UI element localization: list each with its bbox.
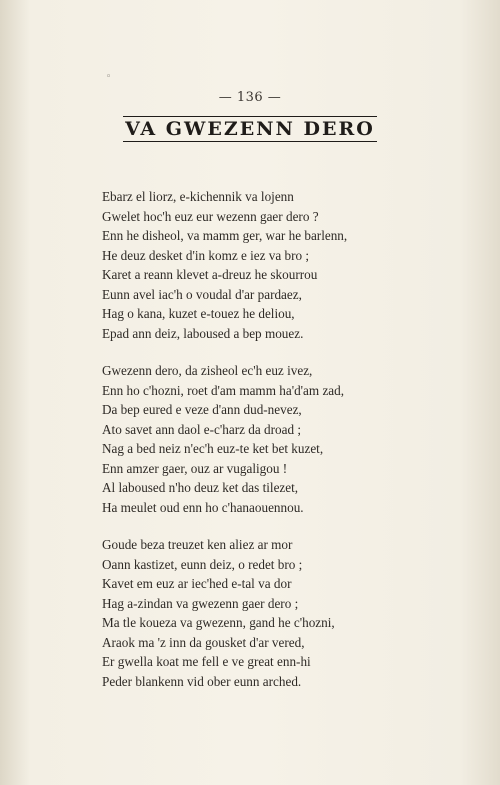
- page-number: — 136 —: [218, 90, 282, 105]
- poem-title: [0, 116, 500, 142]
- poem-line: Al laboused n'ho deuz ket das tilezet,: [102, 480, 299, 495]
- poem-line: Enn ho c'hozni, roet d'am mamm ha'd'am zad,: [102, 382, 345, 398]
- poem-line: Er gwella koat me fell e ve great enn-hi: [102, 654, 311, 669]
- stanza-1: [102, 187, 462, 343]
- poem-body: [102, 187, 462, 709]
- poem-line: Enn he disheol, va mamm ger, war he barlenn,: [102, 228, 348, 243]
- poem-line: Oann kastizet, eunn deiz, o redet bro ;: [102, 556, 303, 572]
- poem-line: Da bep eured e veze d'ann dud-nevez,: [102, 402, 302, 417]
- poem-line: Ebarz el liorz, e-kichennik va lojenn: [102, 189, 294, 204]
- poem-line: Ha meulet oud enn ho c'hanaouennou.: [102, 499, 304, 515]
- poem-line: Hag o kana, kuzet e-touez he deliou,: [102, 306, 295, 321]
- stanza-2: [102, 361, 462, 517]
- poem-line: Gwezenn dero, da zisheol ec'h euz ivez,: [102, 363, 313, 378]
- ink-speck: ◦: [106, 72, 112, 82]
- poem-line: Ato savet ann daol e-c'harz da droad ;: [102, 421, 302, 437]
- poem-line: Epad ann deiz, laboused a bep mouez.: [102, 325, 304, 341]
- poem-line: Gwelet hoc'h euz eur wezenn gaer dero ?: [102, 208, 319, 224]
- poem-line: Peder blankenn vid ober eunn arched.: [102, 673, 302, 689]
- poem-title-text: VA GWEZENN DERO: [125, 118, 375, 140]
- poem-line: Ma tle koueza va gwezenn, gand he c'hozni,: [102, 615, 335, 630]
- poem-line: Karet a reann klevet a-dreuz he skourrou: [102, 267, 318, 282]
- poem-line: Eunn avel iac'h o voudal d'ar pardaez,: [102, 286, 302, 302]
- poem-line: Kavet em euz ar iec'hed e-tal va dor: [102, 576, 292, 591]
- poem-line: Nag a bed neiz n'ec'h euz-te ket bet kuzet,: [102, 441, 324, 456]
- stanza-3: [102, 535, 462, 691]
- poem-line: Enn amzer gaer, ouz ar vugaligou !: [102, 460, 288, 476]
- poem-line: Goude beza treuzet ken aliez ar mor: [102, 537, 293, 552]
- poem-line: Hag a-zindan va gwezenn gaer dero ;: [102, 595, 299, 611]
- poem-line: Araok ma 'z inn da gousket d'ar vered,: [102, 634, 305, 650]
- poem-line: He deuz desket d'in komz e iez va bro ;: [102, 247, 310, 263]
